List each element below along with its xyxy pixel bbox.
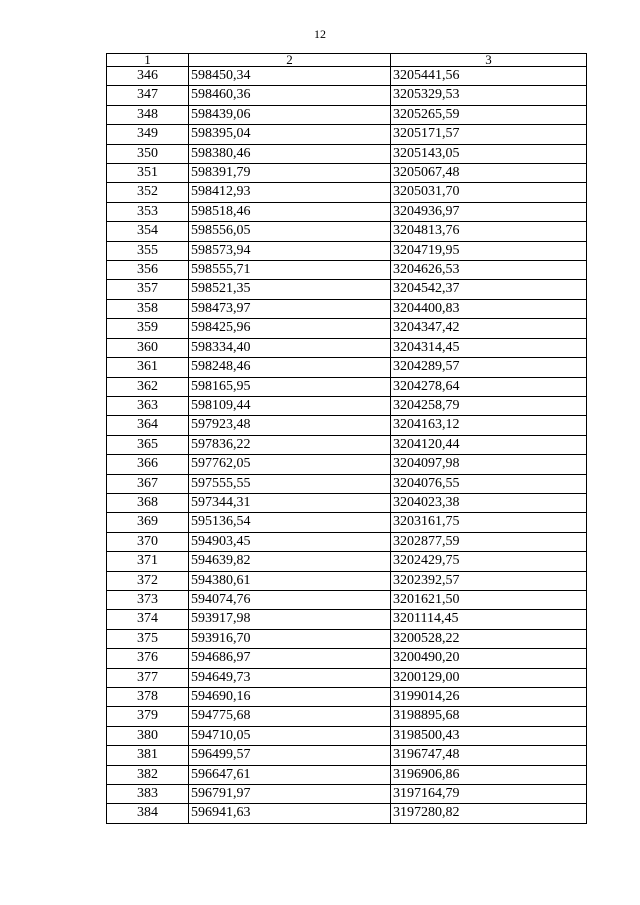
point-number-cell: 376 — [107, 649, 189, 668]
y-coordinate-cell: 3204097,98 — [391, 455, 587, 474]
x-coordinate-cell: 596941,63 — [189, 804, 391, 823]
point-number-cell: 353 — [107, 202, 189, 221]
table-row — [107, 241, 587, 260]
y-coordinate-cell: 3201621,50 — [391, 590, 587, 609]
table-row — [107, 125, 587, 144]
point-number-cell: 360 — [107, 338, 189, 357]
point-number-cell: 369 — [107, 513, 189, 532]
column-header-1: 1 — [107, 54, 189, 67]
y-coordinate-cell: 3204258,79 — [391, 396, 587, 415]
table-row — [107, 358, 587, 377]
y-coordinate-cell: 3198895,68 — [391, 707, 587, 726]
table-row — [107, 474, 587, 493]
y-coordinate-cell: 3204626,53 — [391, 261, 587, 280]
x-coordinate-cell: 598425,96 — [189, 319, 391, 338]
table-row — [107, 183, 587, 202]
point-number-cell: 350 — [107, 144, 189, 163]
point-number-cell: 359 — [107, 319, 189, 338]
y-coordinate-cell: 3203161,75 — [391, 513, 587, 532]
page-number: 12 — [314, 27, 326, 41]
table-row — [107, 144, 587, 163]
table-row — [107, 202, 587, 221]
table-row — [107, 319, 587, 338]
x-coordinate-cell: 596647,61 — [189, 765, 391, 784]
table-row — [107, 396, 587, 415]
table-row — [107, 571, 587, 590]
x-coordinate-cell: 598165,95 — [189, 377, 391, 396]
point-number-cell: 366 — [107, 455, 189, 474]
column-header-3: 3 — [391, 54, 587, 67]
y-coordinate-cell: 3204120,44 — [391, 435, 587, 454]
x-coordinate-cell: 598450,34 — [189, 67, 391, 86]
y-coordinate-cell: 3204163,12 — [391, 416, 587, 435]
x-coordinate-cell: 596791,97 — [189, 785, 391, 804]
point-number-cell: 349 — [107, 125, 189, 144]
column-header-2: 2 — [189, 54, 391, 67]
point-number-cell: 379 — [107, 707, 189, 726]
y-coordinate-cell: 3204314,45 — [391, 338, 587, 357]
table-row — [107, 726, 587, 745]
y-coordinate-cell: 3196747,48 — [391, 746, 587, 765]
point-number-cell: 347 — [107, 86, 189, 105]
point-number-cell: 355 — [107, 241, 189, 260]
x-coordinate-cell: 594775,68 — [189, 707, 391, 726]
coordinates-table — [106, 53, 587, 824]
x-coordinate-cell: 597344,31 — [189, 493, 391, 512]
table-row — [107, 513, 587, 532]
table-row — [107, 338, 587, 357]
point-number-cell: 374 — [107, 610, 189, 629]
table-row — [107, 688, 587, 707]
point-number-cell: 363 — [107, 396, 189, 415]
y-coordinate-cell: 3205031,70 — [391, 183, 587, 202]
y-coordinate-cell: 3205329,53 — [391, 86, 587, 105]
y-coordinate-cell: 3205441,56 — [391, 67, 587, 86]
point-number-cell: 377 — [107, 668, 189, 687]
y-coordinate-cell: 3200129,00 — [391, 668, 587, 687]
x-coordinate-cell: 594686,97 — [189, 649, 391, 668]
table-row — [107, 532, 587, 551]
point-number-cell: 378 — [107, 688, 189, 707]
header-row — [107, 54, 587, 67]
x-coordinate-cell: 594380,61 — [189, 571, 391, 590]
y-coordinate-cell: 3200528,22 — [391, 629, 587, 648]
point-number-cell: 381 — [107, 746, 189, 765]
y-coordinate-cell: 3205265,59 — [391, 105, 587, 124]
y-coordinate-cell: 3204278,64 — [391, 377, 587, 396]
point-number-cell: 365 — [107, 435, 189, 454]
point-number-cell: 358 — [107, 299, 189, 318]
table-row — [107, 707, 587, 726]
table-row — [107, 67, 587, 86]
point-number-cell: 362 — [107, 377, 189, 396]
x-coordinate-cell: 595136,54 — [189, 513, 391, 532]
y-coordinate-cell: 3196906,86 — [391, 765, 587, 784]
table-row — [107, 785, 587, 804]
point-number-cell: 367 — [107, 474, 189, 493]
table-row — [107, 668, 587, 687]
x-coordinate-cell: 594690,16 — [189, 688, 391, 707]
x-coordinate-cell: 598109,44 — [189, 396, 391, 415]
y-coordinate-cell: 3202392,57 — [391, 571, 587, 590]
y-coordinate-cell: 3202877,59 — [391, 532, 587, 551]
point-number-cell: 384 — [107, 804, 189, 823]
x-coordinate-cell: 597836,22 — [189, 435, 391, 454]
x-coordinate-cell: 594074,76 — [189, 590, 391, 609]
table-row — [107, 164, 587, 183]
y-coordinate-cell: 3204719,95 — [391, 241, 587, 260]
y-coordinate-cell: 3204813,76 — [391, 222, 587, 241]
point-number-cell: 373 — [107, 590, 189, 609]
table-row — [107, 435, 587, 454]
table-row — [107, 280, 587, 299]
table-row — [107, 261, 587, 280]
point-number-cell: 370 — [107, 532, 189, 551]
table-row — [107, 105, 587, 124]
point-number-cell: 352 — [107, 183, 189, 202]
point-number-cell: 375 — [107, 629, 189, 648]
x-coordinate-cell: 598391,79 — [189, 164, 391, 183]
x-coordinate-cell: 598412,93 — [189, 183, 391, 202]
table-row — [107, 649, 587, 668]
x-coordinate-cell: 598573,94 — [189, 241, 391, 260]
x-coordinate-cell: 598555,71 — [189, 261, 391, 280]
y-coordinate-cell: 3204076,55 — [391, 474, 587, 493]
table-row — [107, 552, 587, 571]
point-number-cell: 383 — [107, 785, 189, 804]
y-coordinate-cell: 3204936,97 — [391, 202, 587, 221]
point-number-cell: 382 — [107, 765, 189, 784]
x-coordinate-cell: 598518,46 — [189, 202, 391, 221]
table-row — [107, 610, 587, 629]
y-coordinate-cell: 3198500,43 — [391, 726, 587, 745]
y-coordinate-cell: 3205171,57 — [391, 125, 587, 144]
table-row — [107, 804, 587, 823]
x-coordinate-cell: 593916,70 — [189, 629, 391, 648]
x-coordinate-cell: 598380,46 — [189, 144, 391, 163]
table-row — [107, 416, 587, 435]
x-coordinate-cell: 597762,05 — [189, 455, 391, 474]
x-coordinate-cell: 598439,06 — [189, 105, 391, 124]
point-number-cell: 368 — [107, 493, 189, 512]
point-number-cell: 348 — [107, 105, 189, 124]
x-coordinate-cell: 598521,35 — [189, 280, 391, 299]
x-coordinate-cell: 598248,46 — [189, 358, 391, 377]
point-number-cell: 371 — [107, 552, 189, 571]
y-coordinate-cell: 3201114,45 — [391, 610, 587, 629]
table-row — [107, 629, 587, 648]
table-row — [107, 222, 587, 241]
table-row — [107, 493, 587, 512]
x-coordinate-cell: 597555,55 — [189, 474, 391, 493]
x-coordinate-cell: 597923,48 — [189, 416, 391, 435]
point-number-cell: 357 — [107, 280, 189, 299]
point-number-cell: 380 — [107, 726, 189, 745]
x-coordinate-cell: 594710,05 — [189, 726, 391, 745]
table-row — [107, 765, 587, 784]
table-row — [107, 455, 587, 474]
table-row — [107, 746, 587, 765]
x-coordinate-cell: 594639,82 — [189, 552, 391, 571]
y-coordinate-cell: 3204542,37 — [391, 280, 587, 299]
y-coordinate-cell: 3205143,05 — [391, 144, 587, 163]
x-coordinate-cell: 593917,98 — [189, 610, 391, 629]
x-coordinate-cell: 598395,04 — [189, 125, 391, 144]
y-coordinate-cell: 3200490,20 — [391, 649, 587, 668]
point-number-cell: 351 — [107, 164, 189, 183]
x-coordinate-cell: 596499,57 — [189, 746, 391, 765]
table-row — [107, 377, 587, 396]
point-number-cell: 361 — [107, 358, 189, 377]
point-number-cell: 346 — [107, 67, 189, 86]
y-coordinate-cell: 3204289,57 — [391, 358, 587, 377]
x-coordinate-cell: 598334,40 — [189, 338, 391, 357]
x-coordinate-cell: 598473,97 — [189, 299, 391, 318]
table-body — [107, 67, 587, 824]
y-coordinate-cell: 3199014,26 — [391, 688, 587, 707]
y-coordinate-cell: 3197164,79 — [391, 785, 587, 804]
point-number-cell: 354 — [107, 222, 189, 241]
x-coordinate-cell: 594903,45 — [189, 532, 391, 551]
y-coordinate-cell: 3197280,82 — [391, 804, 587, 823]
y-coordinate-cell: 3204400,83 — [391, 299, 587, 318]
y-coordinate-cell: 3202429,75 — [391, 552, 587, 571]
table-row — [107, 299, 587, 318]
x-coordinate-cell: 598556,05 — [189, 222, 391, 241]
table-row — [107, 590, 587, 609]
y-coordinate-cell: 3204347,42 — [391, 319, 587, 338]
y-coordinate-cell: 3204023,38 — [391, 493, 587, 512]
x-coordinate-cell: 598460,36 — [189, 86, 391, 105]
table-row — [107, 86, 587, 105]
point-number-cell: 364 — [107, 416, 189, 435]
y-coordinate-cell: 3205067,48 — [391, 164, 587, 183]
point-number-cell: 372 — [107, 571, 189, 590]
point-number-cell: 356 — [107, 261, 189, 280]
x-coordinate-cell: 594649,73 — [189, 668, 391, 687]
